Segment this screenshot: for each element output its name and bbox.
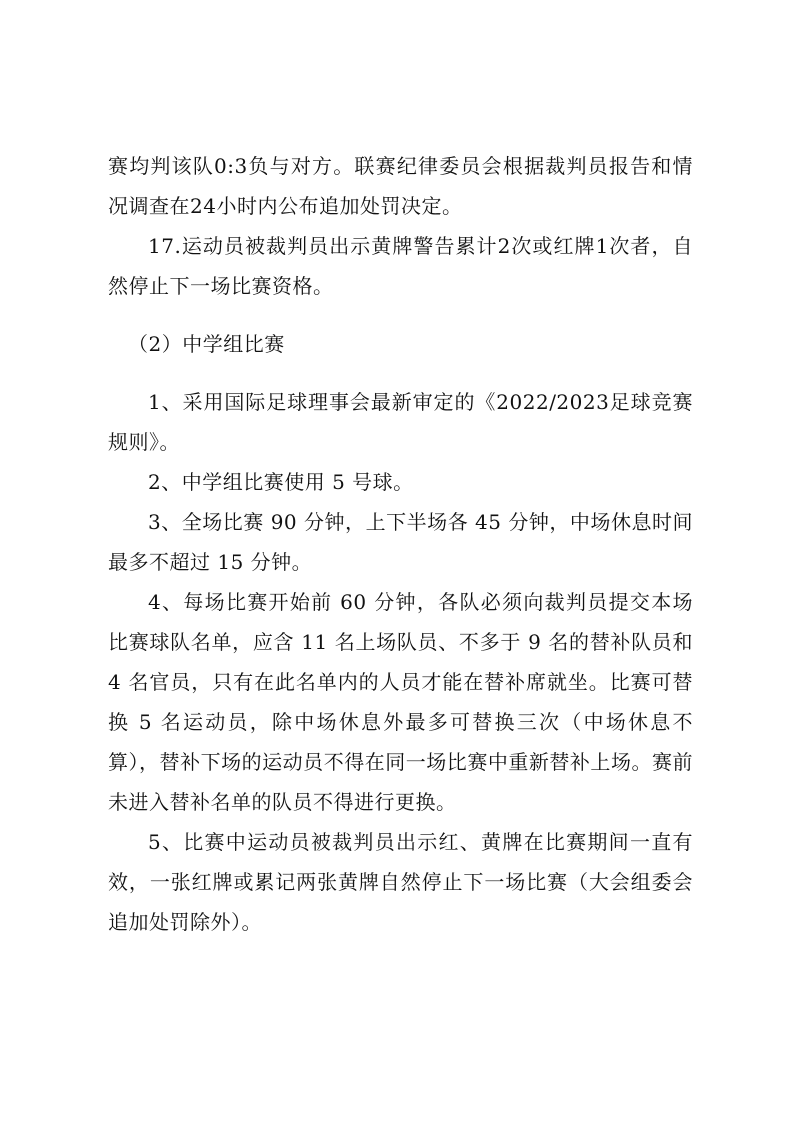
paragraph-rule-17: 17.运动员被裁判员出示黄牌警告累计2次或红牌1次者，自然停止下一场比赛资格。: [108, 234, 693, 298]
list-item-2: 2、中学组比赛使用 5 号球。: [148, 470, 414, 494]
list-item-5: 5、比赛中运动员被裁判员出示红、黄牌在比赛期间一直有效，一张红牌或累记两张黄牌自然停止下一场比赛（大会组委会追加处罚除外）。: [108, 830, 693, 934]
paragraph-continuation: 赛均判该队0:3负与对方。联赛纪律委员会根据裁判员报告和情况调查在24小时内公布追加处罚决定。: [108, 154, 693, 218]
document-body: [108, 146, 693, 942]
list-item-3: 3、全场比赛 90 分钟，上下半场各 45 分钟，中场休息时间最多不超过 15 分钟。: [108, 510, 693, 574]
list-item-1: 1、采用国际足球理事会最新审定的《2022/2023足球竞赛规则》。: [108, 390, 693, 454]
list-item-4: 4、每场比赛开始前 60 分钟，各队必须向裁判员提交本场比赛球队名单，应含 11 名上场队员、不多于 9 名的替补队员和 4 名官员，只有在此名单内的人员才能在替补席就坐。比赛可替换 5 名运动员，除中场休息外最多可替换三次（中场休息不算），替补下场的运动员不得在同一场比赛中重新替补上场。赛前未进入替补名单的队员不得进行更换。: [108, 590, 693, 814]
section-heading: （2）中学组比赛: [128, 332, 285, 356]
